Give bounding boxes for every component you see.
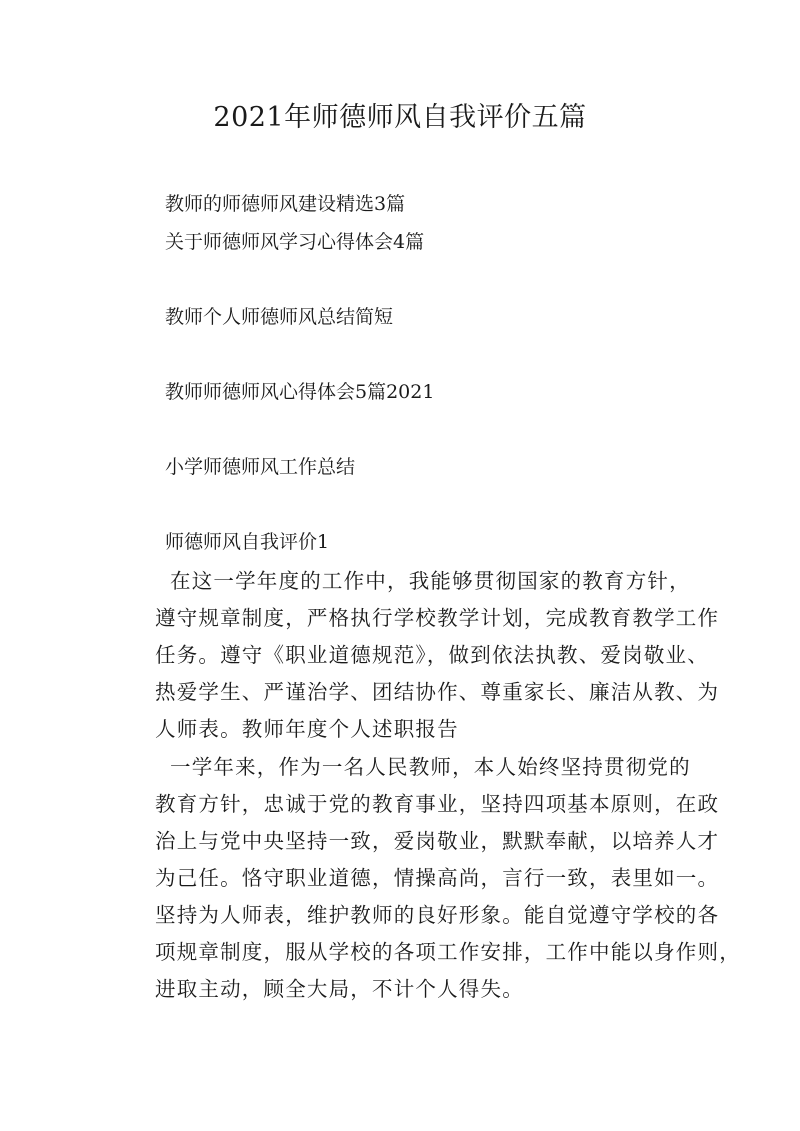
paragraph-line: 一学年来，作为一名人民教师，本人始终坚持贯彻党的 [170, 755, 691, 779]
paragraph-line: 在这一学年度的工作中，我能够贯彻国家的教育方针， [170, 569, 691, 593]
section-title: 师德师风自我评价1 [165, 531, 330, 553]
paragraph-line: 为己任。恪守职业道德，情操高尚，言行一致，表里如一。 [155, 866, 720, 890]
related-link-5[interactable]: 小学师德师风工作总结 [165, 456, 356, 478]
paragraph-line: 任务。遵守《职业道德规范》，做到依法执教、爱岗敬业、 [155, 643, 709, 667]
paragraph-line: 坚持为人师表，维护教师的良好形象。能自觉遵守学校的各 [155, 903, 720, 927]
paragraph-2 [155, 749, 741, 1008]
related-link-4[interactable]: 教师师德师风心得体会5篇2021 [165, 381, 435, 403]
paragraph-line: 治上与党中央坚持一致，爱岗敬业，默默奉献，以培养人才 [155, 829, 720, 853]
related-link-3[interactable]: 教师个人师德师风总结简短 [165, 306, 394, 328]
paragraph-1 [155, 563, 720, 748]
paragraph-line: 人师表。教师年度个人述职报告 [155, 717, 459, 741]
paragraph-line: 热爱学生、严谨治学、团结协作、尊重家长、廉洁从教、为 [155, 680, 720, 704]
paragraph-line: 进取主动，顾全大局，不计个人得失。 [155, 977, 524, 1001]
document-title: 2021年师德师风自我评价五篇 [213, 102, 587, 133]
paragraph-line: 教育方针，忠诚于党的教育事业，坚持四项基本原则，在政 [155, 792, 720, 816]
related-link-1[interactable]: 教师的师德师风建设精选3篇 [165, 193, 406, 215]
related-link-2[interactable]: 关于师德师风学习心得体会4篇 [165, 231, 425, 253]
paragraph-line: 遵守规章制度，严格执行学校教学计划，完成教育教学工作 [155, 606, 720, 630]
paragraph-line: 项规章制度，服从学校的各项工作安排，工作中能以身作则， [155, 940, 741, 964]
